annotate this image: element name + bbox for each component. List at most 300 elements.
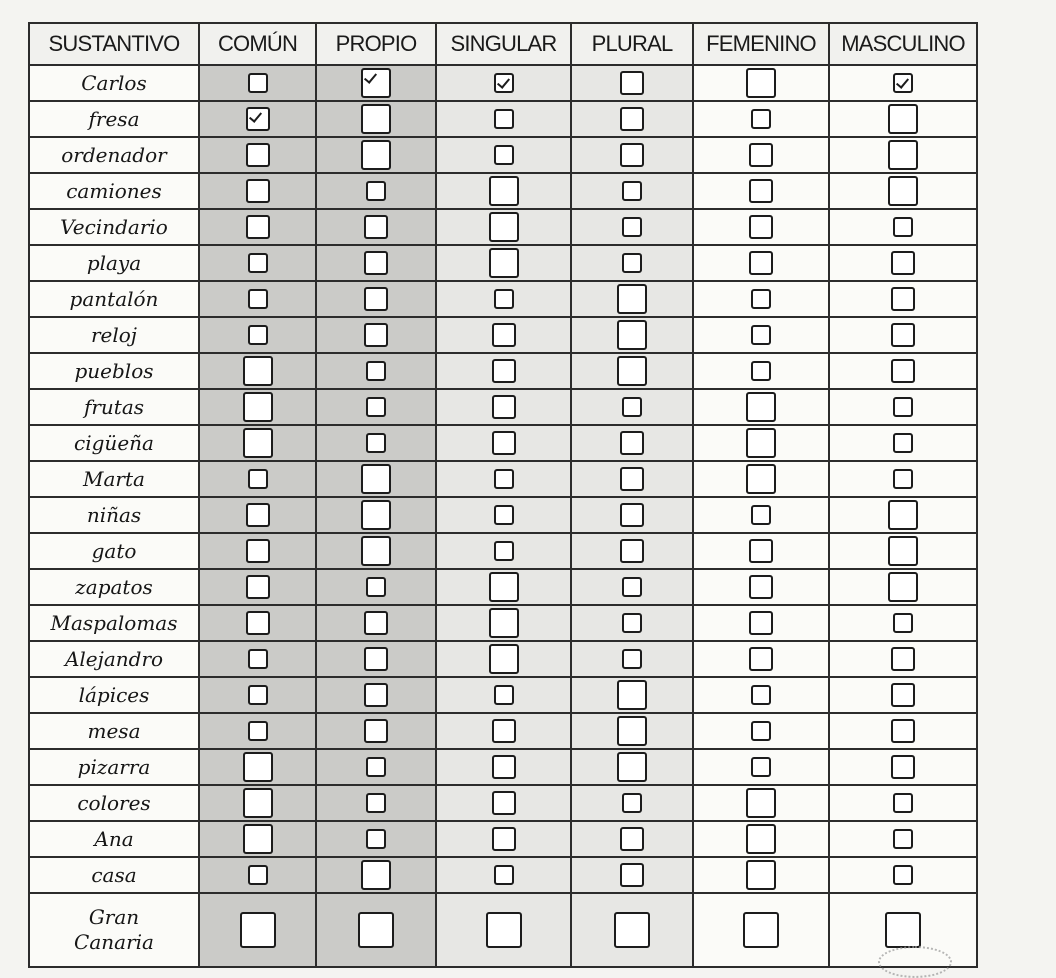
checkbox-plural[interactable] [620,467,644,491]
checkbox-femenino[interactable] [751,361,771,381]
table-row [29,857,977,893]
cell-singular [436,281,571,317]
table-row [29,893,977,967]
checkbox-masculino[interactable] [888,104,918,134]
cell-femenino [693,569,829,605]
cell-femenino [693,497,829,533]
checkbox-plural[interactable] [620,431,644,455]
cell-plural [571,461,693,497]
cell-femenino [693,893,829,967]
cell-plural [571,425,693,461]
cell-masculino [829,281,977,317]
noun-cell: Ana [29,821,199,857]
cell-singular [436,65,571,101]
cell-masculino [829,677,977,713]
cell-singular [436,893,571,967]
cell-femenino [693,353,829,389]
checkbox-propio[interactable] [364,323,388,347]
cell-propio [316,821,436,857]
table-row [29,209,977,245]
checkbox-plural[interactable] [617,752,647,782]
checkbox-comun[interactable] [246,215,270,239]
cell-comun [199,677,316,713]
table-row [29,137,977,173]
checkbox-femenino[interactable] [746,788,776,818]
cell-singular [436,101,571,137]
table-row [29,317,977,353]
checkbox-comun[interactable] [248,469,268,489]
checkbox-plural[interactable] [622,613,642,633]
checkbox-masculino[interactable] [888,500,918,530]
cell-femenino [693,173,829,209]
checkbox-comun[interactable] [246,575,270,599]
checkbox-femenino[interactable] [751,325,771,345]
cell-masculino [829,101,977,137]
cell-singular [436,641,571,677]
cell-comun [199,65,316,101]
cell-plural [571,281,693,317]
checkbox-comun[interactable] [243,392,273,422]
cell-propio [316,677,436,713]
cell-propio [316,461,436,497]
checkbox-propio[interactable] [364,683,388,707]
checkbox-propio[interactable] [361,464,391,494]
table-row [29,461,977,497]
cell-plural [571,353,693,389]
cell-femenino [693,389,829,425]
table-row [29,101,977,137]
noun-cell: pantalón [29,281,199,317]
noun-cell: casa [29,857,199,893]
checkbox-propio[interactable] [366,181,386,201]
cell-masculino [829,353,977,389]
checkbox-propio[interactable] [366,829,386,849]
checkbox-comun[interactable] [248,253,268,273]
checkbox-propio[interactable] [358,912,394,948]
cell-plural [571,605,693,641]
cell-singular [436,569,571,605]
noun-cell: Gran Canaria [29,893,199,967]
checkbox-masculino[interactable] [888,140,918,170]
checkbox-plural[interactable] [617,356,647,386]
cell-masculino [829,173,977,209]
cell-singular [436,425,571,461]
checkbox-femenino[interactable] [751,109,771,129]
header-row [29,23,977,65]
checkbox-femenino[interactable] [749,539,773,563]
checkbox-plural[interactable] [622,649,642,669]
table-row [29,245,977,281]
checkbox-femenino[interactable] [749,179,773,203]
checkbox-femenino[interactable] [746,860,776,890]
cell-propio [316,785,436,821]
checkbox-masculino[interactable] [893,829,913,849]
checkbox-femenino[interactable] [746,824,776,854]
checkbox-comun[interactable] [243,752,273,782]
checkbox-masculino[interactable] [891,647,915,671]
checkbox-femenino[interactable] [749,647,773,671]
checkbox-propio[interactable] [361,104,391,134]
checkbox-comun[interactable] [248,649,268,669]
checkbox-singular[interactable] [492,395,516,419]
checkbox-plural[interactable] [620,863,644,887]
cell-comun [199,137,316,173]
cell-femenino [693,713,829,749]
checkbox-singular[interactable] [492,791,516,815]
checkbox-singular[interactable] [492,827,516,851]
cell-femenino [693,425,829,461]
cell-masculino [829,749,977,785]
cell-masculino [829,821,977,857]
cell-comun [199,785,316,821]
checkbox-comun[interactable] [240,912,276,948]
cell-singular [436,353,571,389]
checkbox-masculino[interactable] [893,469,913,489]
cell-comun [199,497,316,533]
noun-cell: Marta [29,461,199,497]
checkbox-masculino[interactable] [893,613,913,633]
cell-femenino [693,101,829,137]
cell-comun [199,893,316,967]
checkbox-plural[interactable] [622,217,642,237]
table-row [29,605,977,641]
table-row [29,569,977,605]
checkbox-propio[interactable] [366,433,386,453]
cell-singular [436,461,571,497]
checkbox-femenino[interactable] [749,215,773,239]
checkbox-comun[interactable] [243,788,273,818]
checkbox-propio[interactable] [366,793,386,813]
cell-masculino [829,317,977,353]
cell-comun [199,533,316,569]
checkbox-propio[interactable] [361,860,391,890]
cell-plural [571,245,693,281]
cell-comun [199,821,316,857]
cell-singular [436,749,571,785]
cell-singular [436,857,571,893]
checkbox-masculino[interactable] [893,433,913,453]
checkbox-comun[interactable] [246,107,270,131]
noun-cell: niñas [29,497,199,533]
cell-propio [316,317,436,353]
checkbox-plural[interactable] [617,284,647,314]
checkbox-plural[interactable] [617,716,647,746]
checkbox-singular[interactable] [494,541,514,561]
checkbox-plural[interactable] [622,397,642,417]
checkbox-comun[interactable] [246,611,270,635]
cell-comun [199,569,316,605]
cell-plural [571,209,693,245]
checkbox-comun[interactable] [248,721,268,741]
checkbox-singular[interactable] [489,176,519,206]
noun-cell: colores [29,785,199,821]
noun-cell: Maspalomas [29,605,199,641]
cell-propio [316,389,436,425]
cell-femenino [693,317,829,353]
cell-singular [436,821,571,857]
cell-plural [571,389,693,425]
cell-comun [199,245,316,281]
noun-classification-table [28,22,978,968]
cell-plural [571,497,693,533]
checkbox-masculino[interactable] [891,683,915,707]
checkbox-propio[interactable] [361,536,391,566]
checkbox-plural[interactable] [620,71,644,95]
checkbox-femenino[interactable] [746,68,776,98]
checkbox-comun[interactable] [248,865,268,885]
checkbox-propio[interactable] [364,287,388,311]
cell-comun [199,425,316,461]
checkbox-propio[interactable] [364,251,388,275]
checkbox-femenino[interactable] [749,143,773,167]
cell-comun [199,317,316,353]
cell-femenino [693,641,829,677]
cell-masculino [829,389,977,425]
checkbox-masculino[interactable] [891,359,915,383]
checkbox-femenino[interactable] [751,505,771,525]
checkbox-singular[interactable] [494,145,514,165]
checkbox-plural[interactable] [620,827,644,851]
cell-propio [316,173,436,209]
checkbox-singular[interactable] [492,359,516,383]
checkbox-femenino[interactable] [746,464,776,494]
checkbox-singular[interactable] [494,73,514,93]
checkbox-singular[interactable] [494,505,514,525]
checkbox-masculino[interactable] [893,397,913,417]
checkbox-plural[interactable] [620,107,644,131]
checkbox-masculino[interactable] [893,793,913,813]
checkbox-femenino[interactable] [746,428,776,458]
checkbox-plural[interactable] [620,503,644,527]
header-singular: SINGULAR [436,23,571,65]
checkbox-singular[interactable] [489,248,519,278]
checkbox-plural[interactable] [622,793,642,813]
checkbox-comun[interactable] [248,289,268,309]
cell-singular [436,317,571,353]
header-comun: COMÚN [199,23,316,65]
cell-femenino [693,245,829,281]
cell-masculino [829,641,977,677]
cell-comun [199,353,316,389]
cell-singular [436,389,571,425]
checkbox-femenino[interactable] [749,611,773,635]
checkbox-singular[interactable] [486,912,522,948]
checkbox-comun[interactable] [246,503,270,527]
table-row [29,353,977,389]
table-row [29,785,977,821]
table-row [29,641,977,677]
checkbox-plural[interactable] [617,680,647,710]
checkbox-plural[interactable] [622,577,642,597]
cell-singular [436,605,571,641]
checkbox-masculino[interactable] [891,755,915,779]
checkbox-propio[interactable] [366,361,386,381]
checkbox-propio[interactable] [361,140,391,170]
header-masculino: MASCULINO [829,23,977,65]
checkbox-plural[interactable] [622,181,642,201]
cell-plural [571,65,693,101]
checkbox-singular[interactable] [494,685,514,705]
noun-cell: ordenador [29,137,199,173]
noun-rows [29,65,977,967]
checkbox-comun[interactable] [243,356,273,386]
checkbox-singular[interactable] [494,865,514,885]
cell-plural [571,749,693,785]
checkbox-comun[interactable] [246,143,270,167]
cell-singular [436,137,571,173]
cell-femenino [693,209,829,245]
checkbox-femenino[interactable] [751,721,771,741]
cell-plural [571,677,693,713]
checkbox-propio[interactable] [364,719,388,743]
cell-femenino [693,461,829,497]
checkbox-propio[interactable] [366,577,386,597]
checkbox-masculino[interactable] [893,73,913,93]
checkbox-masculino[interactable] [891,323,915,347]
checkbox-femenino[interactable] [751,685,771,705]
checkbox-propio[interactable] [364,647,388,671]
checkbox-propio[interactable] [361,68,391,98]
checkbox-masculino[interactable] [885,912,921,948]
noun-cell: fresa [29,101,199,137]
cell-propio [316,281,436,317]
cell-plural [571,569,693,605]
checkbox-comun[interactable] [248,685,268,705]
noun-cell: cigüeña [29,425,199,461]
checkbox-singular[interactable] [492,323,516,347]
checkbox-comun[interactable] [246,179,270,203]
cell-comun [199,605,316,641]
cell-femenino [693,65,829,101]
checkbox-comun[interactable] [243,428,273,458]
table-row [29,281,977,317]
table-row [29,497,977,533]
checkbox-comun[interactable] [246,539,270,563]
cell-comun [199,713,316,749]
checkbox-singular[interactable] [489,608,519,638]
table-row [29,389,977,425]
checkbox-masculino[interactable] [891,719,915,743]
cell-propio [316,137,436,173]
cell-plural [571,893,693,967]
checkbox-singular[interactable] [489,572,519,602]
checkbox-singular[interactable] [494,469,514,489]
checkbox-singular[interactable] [489,644,519,674]
checkbox-singular[interactable] [489,212,519,242]
checkbox-singular[interactable] [494,289,514,309]
table-row [29,749,977,785]
checkbox-masculino[interactable] [891,287,915,311]
cell-comun [199,173,316,209]
cell-comun [199,209,316,245]
checkbox-femenino[interactable] [746,392,776,422]
cell-propio [316,245,436,281]
cell-comun [199,281,316,317]
checkbox-femenino[interactable] [749,575,773,599]
checkbox-propio[interactable] [366,757,386,777]
checkbox-singular[interactable] [492,431,516,455]
cell-propio [316,893,436,967]
checkbox-plural[interactable] [620,539,644,563]
checkbox-comun[interactable] [248,73,268,93]
cell-plural [571,173,693,209]
checkbox-comun[interactable] [248,325,268,345]
noun-cell: pueblos [29,353,199,389]
cell-comun [199,641,316,677]
checkbox-femenino[interactable] [743,912,779,948]
cell-masculino [829,245,977,281]
checkbox-plural[interactable] [622,253,642,273]
noun-cell: Alejandro [29,641,199,677]
checkbox-masculino[interactable] [893,217,913,237]
checkbox-singular[interactable] [494,109,514,129]
checkbox-singular[interactable] [492,755,516,779]
checkbox-singular[interactable] [492,719,516,743]
cell-propio [316,533,436,569]
cell-comun [199,857,316,893]
checkbox-femenino[interactable] [751,289,771,309]
cell-plural [571,821,693,857]
checkbox-propio[interactable] [364,215,388,239]
noun-cell: gato [29,533,199,569]
cell-propio [316,209,436,245]
checkbox-plural[interactable] [614,912,650,948]
noun-cell: camiones [29,173,199,209]
noun-cell: mesa [29,713,199,749]
cell-masculino [829,461,977,497]
cell-plural [571,137,693,173]
checkbox-masculino[interactable] [888,536,918,566]
checkbox-masculino[interactable] [893,865,913,885]
checkbox-masculino[interactable] [888,176,918,206]
cell-singular [436,785,571,821]
cell-femenino [693,857,829,893]
cell-masculino [829,785,977,821]
cell-femenino [693,749,829,785]
cell-plural [571,101,693,137]
table-row [29,713,977,749]
checkbox-propio[interactable] [364,611,388,635]
checkbox-propio[interactable] [366,397,386,417]
cell-propio [316,641,436,677]
cell-masculino [829,569,977,605]
checkbox-comun[interactable] [243,824,273,854]
checkbox-femenino[interactable] [751,757,771,777]
cell-plural [571,533,693,569]
cell-masculino [829,533,977,569]
cell-singular [436,713,571,749]
cell-plural [571,785,693,821]
noun-cell: frutas [29,389,199,425]
cell-femenino [693,533,829,569]
checkbox-plural[interactable] [620,143,644,167]
cell-femenino [693,137,829,173]
checkbox-masculino[interactable] [891,251,915,275]
header-propio: PROPIO [316,23,436,65]
checkbox-plural[interactable] [617,320,647,350]
noun-cell: reloj [29,317,199,353]
cell-comun [199,101,316,137]
checkbox-masculino[interactable] [888,572,918,602]
cell-femenino [693,821,829,857]
checkbox-femenino[interactable] [749,251,773,275]
cell-singular [436,173,571,209]
cell-plural [571,641,693,677]
cell-propio [316,569,436,605]
noun-cell: lápices [29,677,199,713]
noun-cell: Carlos [29,65,199,101]
checkbox-propio[interactable] [361,500,391,530]
